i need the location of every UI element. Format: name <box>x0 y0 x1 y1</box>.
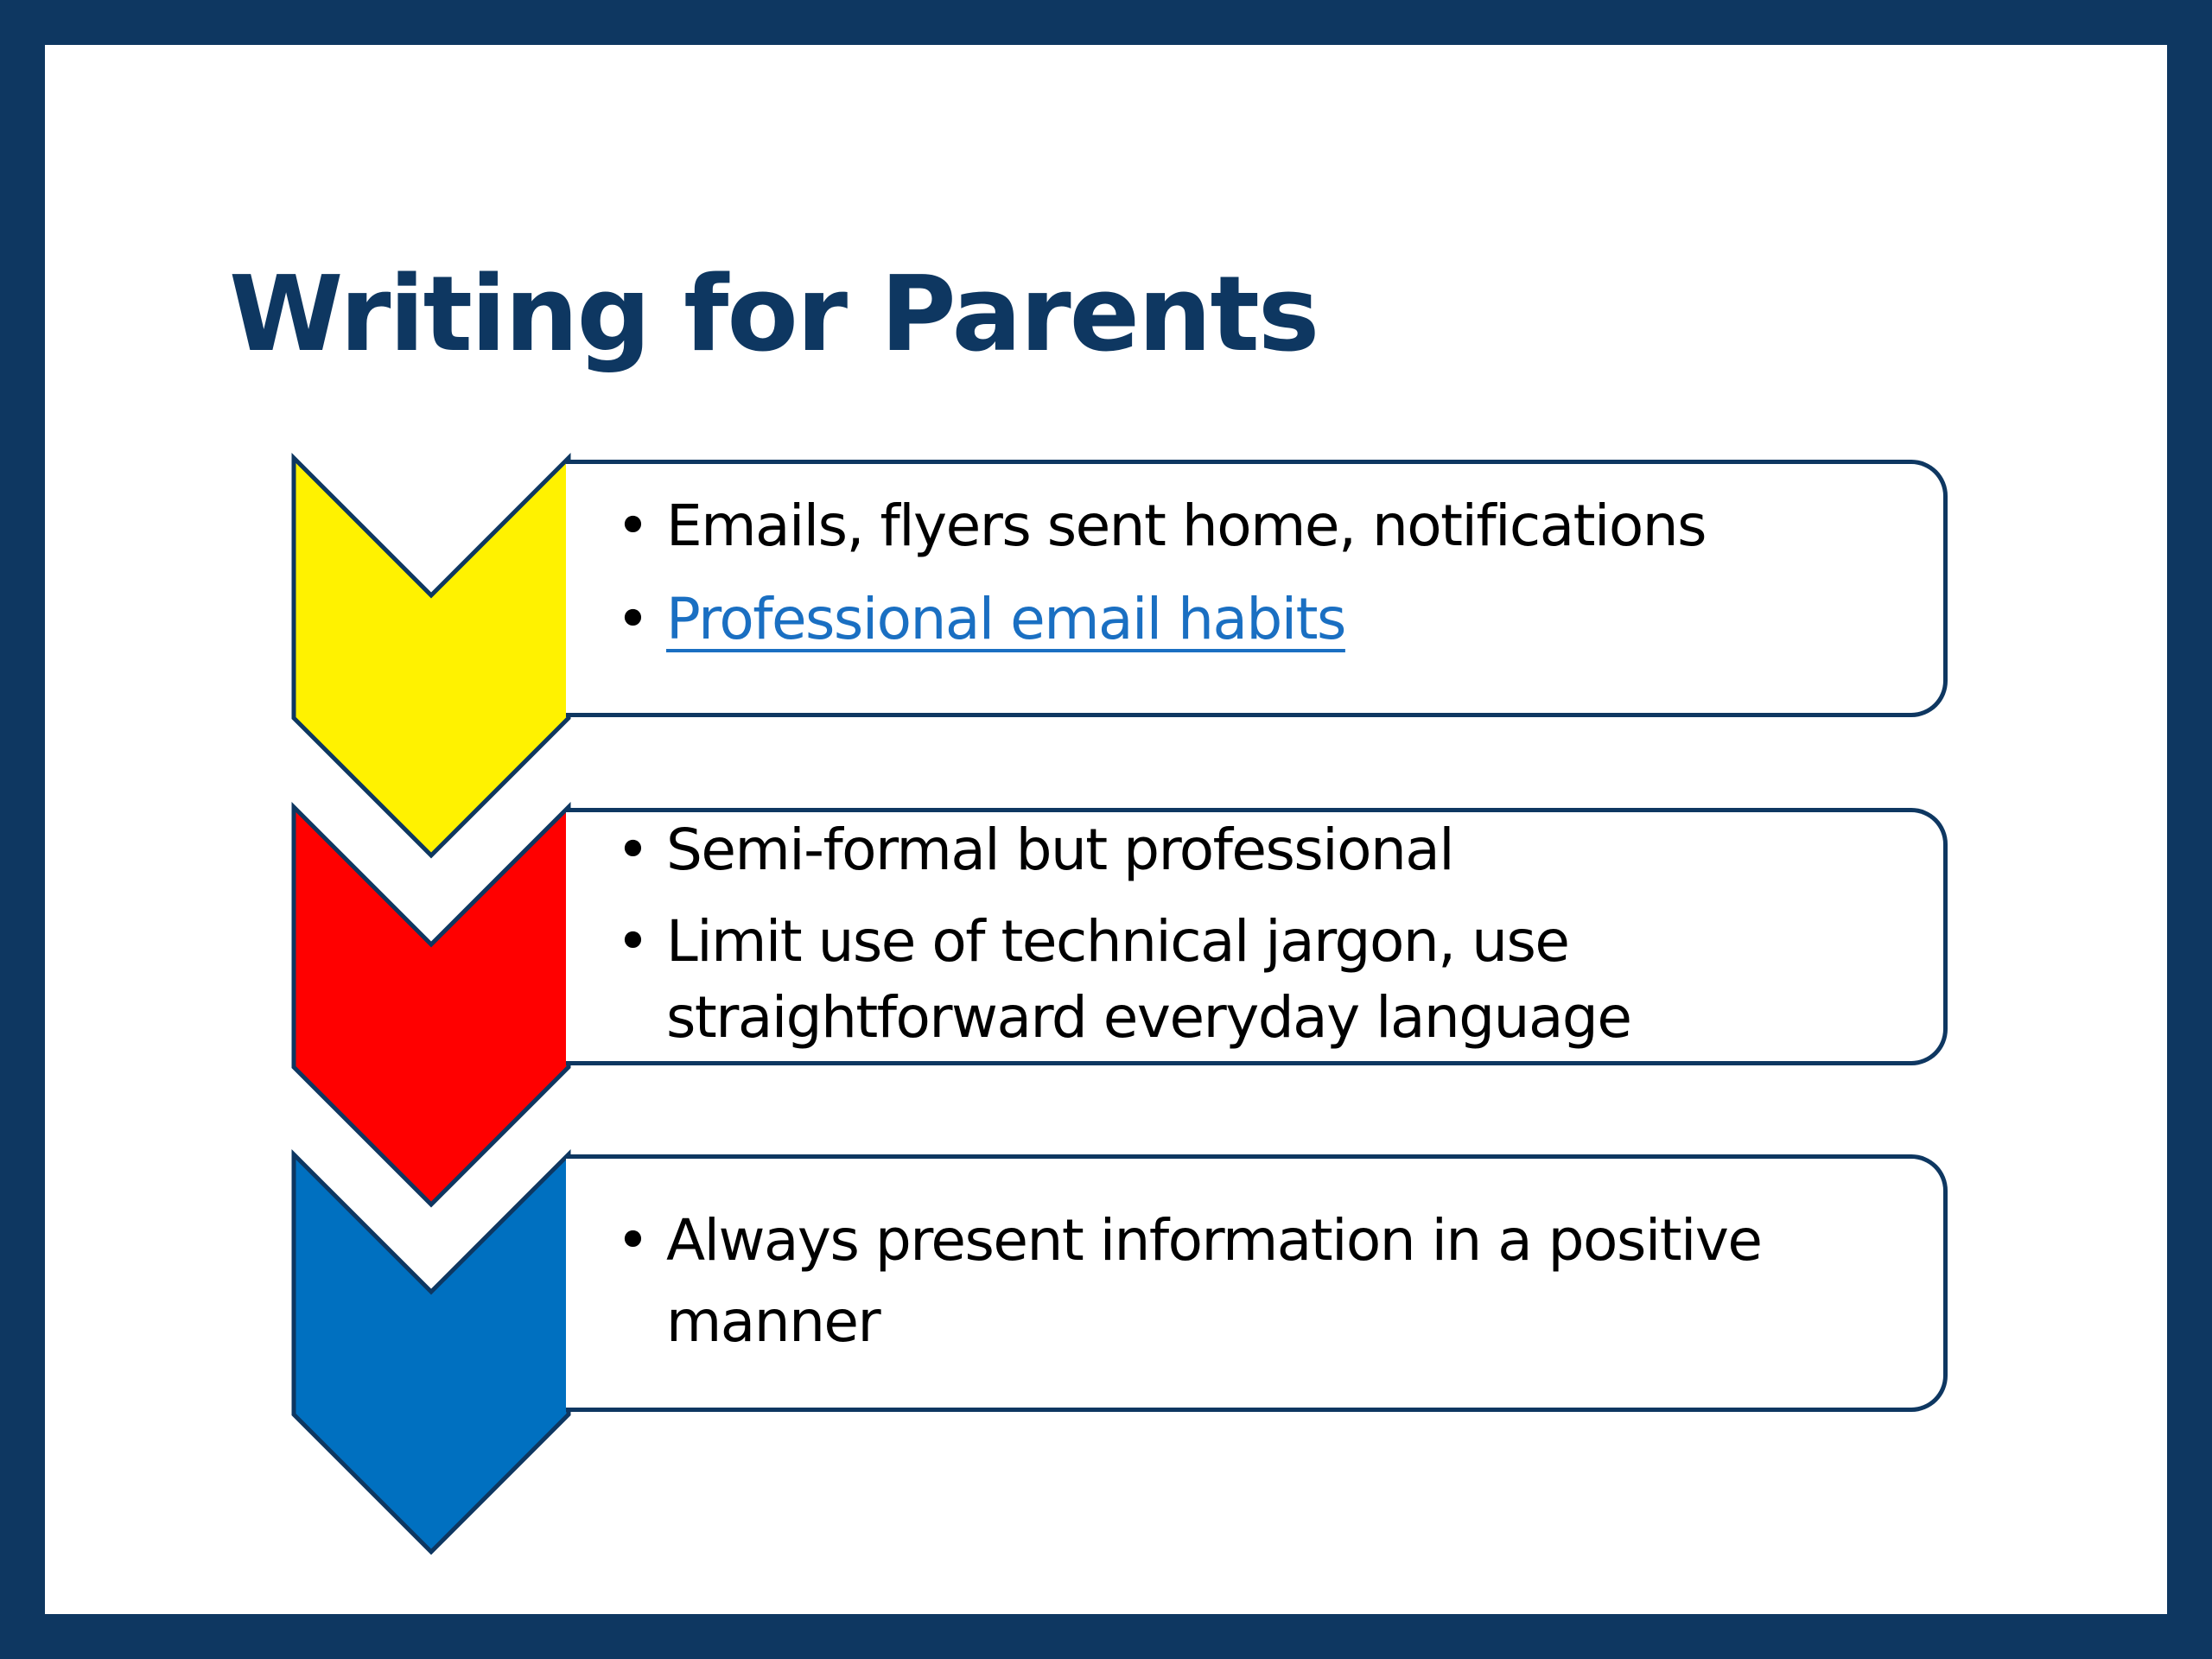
step-1-list <box>616 488 1909 658</box>
chevron-red <box>294 807 569 1205</box>
bullet-icon: • <box>616 586 649 652</box>
list-item <box>616 1200 1891 1363</box>
list-item-text: Emails, flyers sent home, notifications <box>666 493 1706 559</box>
step-box-1 <box>566 460 1948 717</box>
professional-email-habits-link[interactable]: Professional email habits <box>666 586 1345 652</box>
step-3-list <box>616 1200 1891 1363</box>
list-item <box>616 488 1909 564</box>
list-item <box>616 904 1909 1056</box>
bullet-icon: • <box>616 493 649 559</box>
step-box-3 <box>566 1154 1948 1412</box>
chevron-yellow <box>294 458 569 855</box>
bullet-icon: • <box>616 817 649 883</box>
bullet-icon: • <box>616 1207 649 1274</box>
step-2-list <box>616 812 1909 1056</box>
list-item-text: Always present information in a positive manner <box>666 1207 1762 1355</box>
slide-title: Writing for Parents <box>229 255 1319 375</box>
list-item <box>616 812 1909 888</box>
step-box-2 <box>566 808 1948 1065</box>
list-item <box>616 582 1909 658</box>
slide <box>45 45 2167 1614</box>
list-item-text: Semi-formal but professional <box>666 817 1454 883</box>
list-item-text: Limit use of technical jargon, use straightforward everyday language <box>666 908 1631 1051</box>
chevron-blue <box>294 1154 569 1552</box>
bullet-icon: • <box>616 908 649 975</box>
